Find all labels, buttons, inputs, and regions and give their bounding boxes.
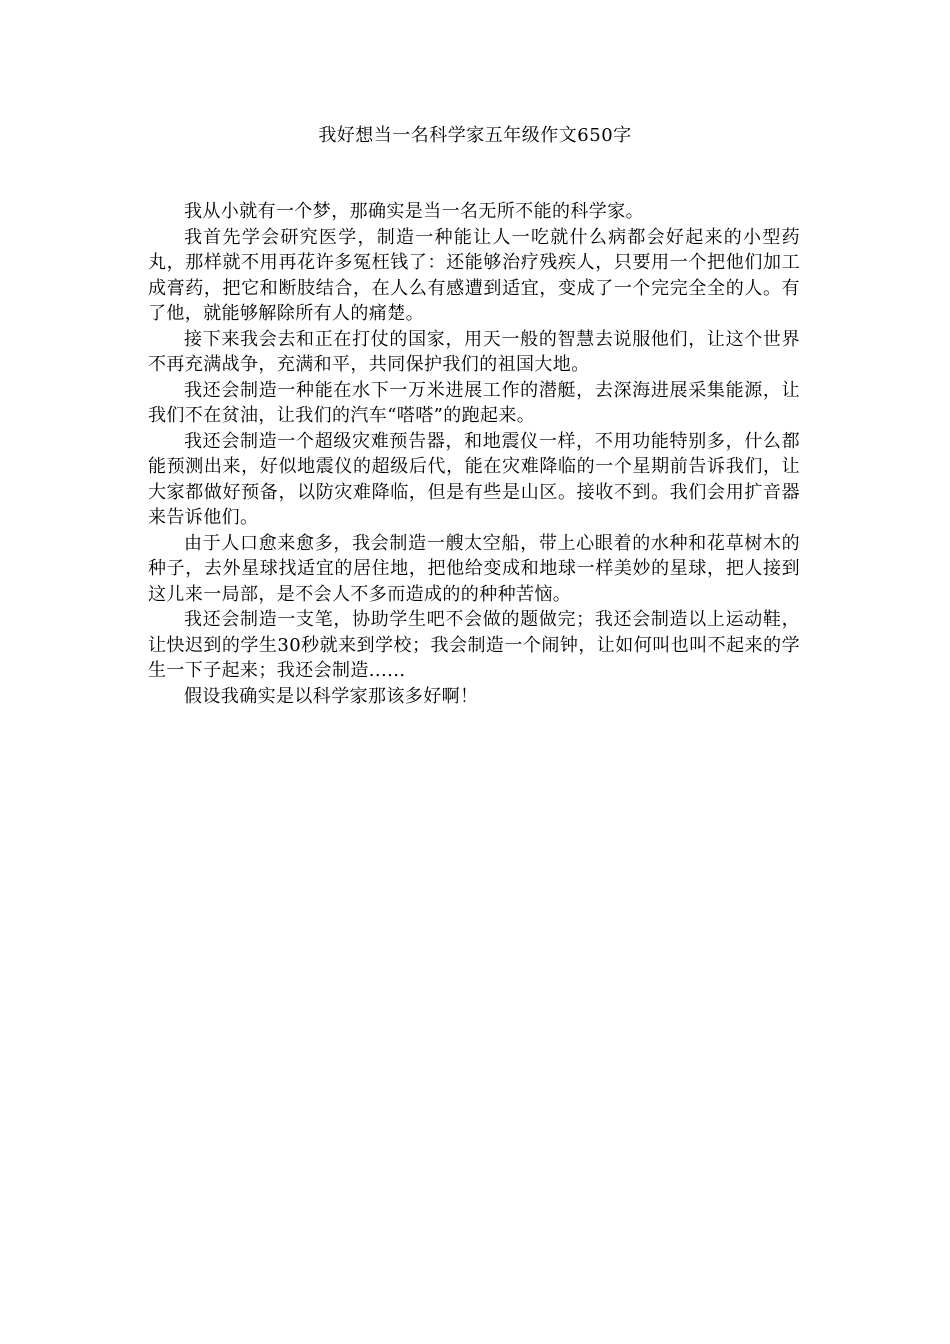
document-title: 我好想当一名科学家五年级作文650字 (318, 125, 632, 146)
paragraph: 我还会制造一种能在水下一万米进展工作的潜艇，去深海进展采集能源，让我们不在贫油，让我们的汽车“嗒嗒”的跑起来。 (148, 379, 800, 426)
paragraph: 假设我确实是以科学家那该多好啊！ (184, 685, 479, 707)
paragraph: 我从小就有一个梦，那确实是当一名无所不能的科学家。 (184, 201, 644, 222)
paragraph: 我首先学会研究医学，制造一种能让人一吃就什么病都会好起来的小型药丸，那样就不用再花许多冤枉钱了：还能够治疗残疾人，只要用一个把他们加工成膏药，把它和断肢结合，在人么有感遭到适宜，变成了一个完完全全的人。有了他，就能够解除所有人的痛楚。 (148, 226, 800, 324)
paragraph: 我还会制造一支笔，协助学生吧不会做的题做完；我还会制造以上运动鞋，让快迟到的学生30秒就来到学校；我会制造一个闹钟，让如何叫也叫不起来的学生一下子起来；我还会制造...... (148, 609, 800, 681)
paragraph: 接下来我会去和正在打仗的国家，用天一般的智慧去说服他们，让这个世界不再充满战争，充满和平，共同保护我们的祖国大地。 (148, 328, 800, 375)
document-body (148, 199, 800, 709)
paragraph: 我还会制造一个超级灾难预告器，和地震仪一样，不用功能特别多，什么都能预测出来，好似地震仪的超级后代，能在灾难降临的一个星期前告诉我们，让大家都做好预备，以防灾难降临，但是有些是山区。接收不到。我们会用扩音器来告诉他们。 (148, 430, 800, 528)
paragraph: 由于人口愈来愈多，我会制造一艘太空船，带上心眼着的水种和花草树木的种子，去外星球找适宜的居住地，把他给变成和地球一样美妙的星球，把人接到这儿来一局部，是不会人不多而造成的的种种苦恼。 (148, 532, 800, 605)
